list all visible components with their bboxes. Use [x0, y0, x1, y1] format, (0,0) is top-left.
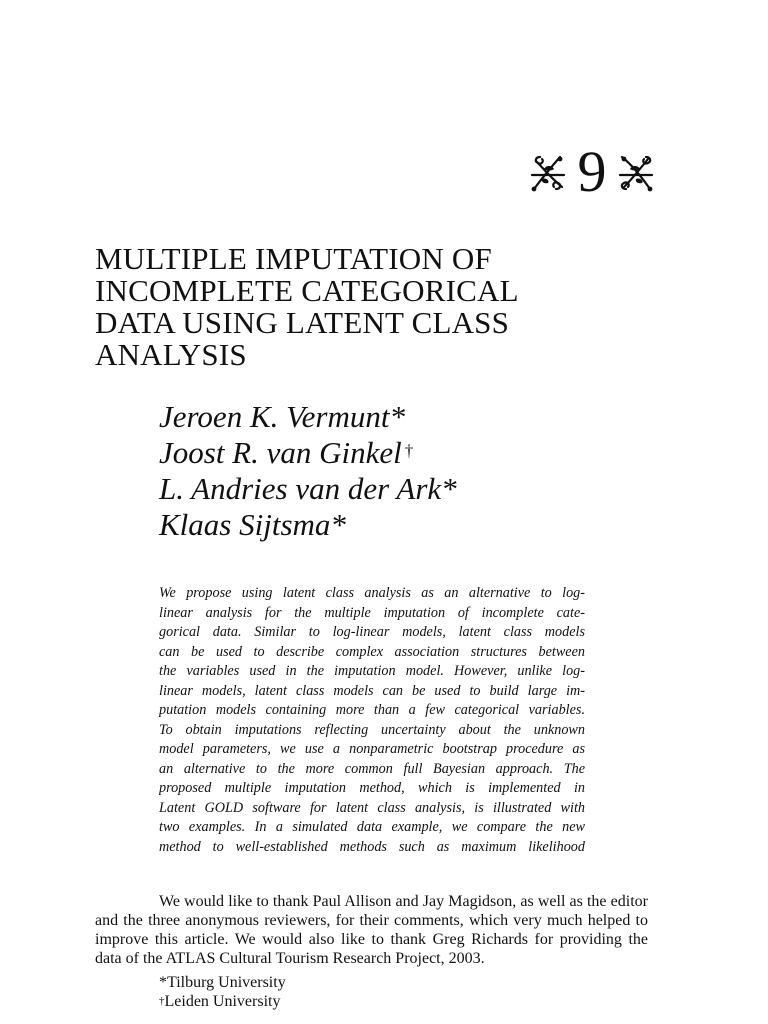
abstract-line: We propose using latent class analysis as an alternative to log-	[159, 585, 585, 601]
acknowledgment-line: improve this article. We would also like to thank Greg Richards for providing the	[95, 931, 648, 948]
chapter-heading	[530, 140, 654, 204]
affiliation-text: Leiden University	[164, 992, 281, 1010]
author	[159, 435, 659, 471]
affiliation-footnotes	[159, 974, 559, 1011]
author-mark: †	[404, 441, 414, 460]
title-line: DATA USING LATENT CLASS	[95, 305, 510, 340]
abstract-line: linear models, latent class models can be used to build large im-	[159, 682, 585, 699]
author-list	[159, 399, 659, 543]
chapter-number: 9	[577, 139, 607, 204]
affiliation-mark: *	[159, 974, 167, 991]
fleuron-right-icon	[618, 151, 654, 193]
acknowledgment-line: and the three anonymous reviewers, for their comments, which very much helped to	[95, 912, 648, 929]
author-mark: *	[330, 507, 346, 542]
abstract-line: can be used to describe complex association structures between	[159, 643, 585, 660]
title-line: MULTIPLE IMPUTATION OF	[95, 241, 492, 276]
acknowledgment-line: We would like to thank Paul Allison and Jay Magidson, as well as the editor	[159, 893, 648, 910]
acknowledgment-line: data of the ATLAS Cultural Tourism Research Project, 2003.	[95, 950, 485, 967]
abstract-line: the variables used in the imputation model. However, unlike log-	[159, 663, 585, 679]
abstract-line: method to well-established methods such as maximum likelihood	[159, 838, 585, 855]
title-line: INCOMPLETE CATEGORICAL	[95, 273, 519, 308]
author-name: Klaas Sijtsma	[159, 507, 331, 542]
abstract-line: proposed multiple imputation method, which is implemented in	[159, 780, 585, 796]
affiliation-mark: †	[159, 994, 165, 1007]
title-line: ANALYSIS	[95, 337, 247, 372]
abstract-line: model parameters, we use a nonparametric bootstrap procedure as	[159, 741, 585, 757]
abstract-line: an alternative to the more common full Bayesian approach. The	[159, 760, 585, 777]
author	[159, 399, 659, 435]
affiliation	[159, 974, 559, 993]
acknowledgment-footnote	[95, 892, 648, 968]
author-name: L. Andries van der Ark	[159, 471, 442, 506]
abstract-line: putation models containing more than a few categorical variables.	[159, 702, 585, 718]
author-mark: *	[389, 399, 405, 434]
abstract	[159, 584, 585, 857]
author	[159, 507, 659, 543]
affiliation	[159, 993, 559, 1012]
abstract-line: gorical data. Similar to log-linear models, latent class models	[159, 624, 585, 640]
author-mark: *	[441, 471, 457, 506]
abstract-line: To obtain imputations reflecting uncertainty about the unknown	[159, 721, 585, 738]
author-name: Jeroen K. Vermunt	[159, 399, 390, 434]
fleuron-left-icon	[530, 151, 566, 193]
abstract-line: two examples. In a simulated data example, we compare the new	[159, 819, 585, 835]
abstract-line: Latent GOLD software for latent class analysis, is illustrated with	[159, 799, 585, 816]
chapter-title	[95, 243, 655, 371]
abstract-line: linear analysis for the multiple imputation of incomplete cate-	[159, 604, 585, 621]
affiliation-text: Tilburg University	[167, 974, 286, 991]
author-name: Joost R. van Ginkel	[159, 435, 402, 470]
author	[159, 471, 659, 507]
